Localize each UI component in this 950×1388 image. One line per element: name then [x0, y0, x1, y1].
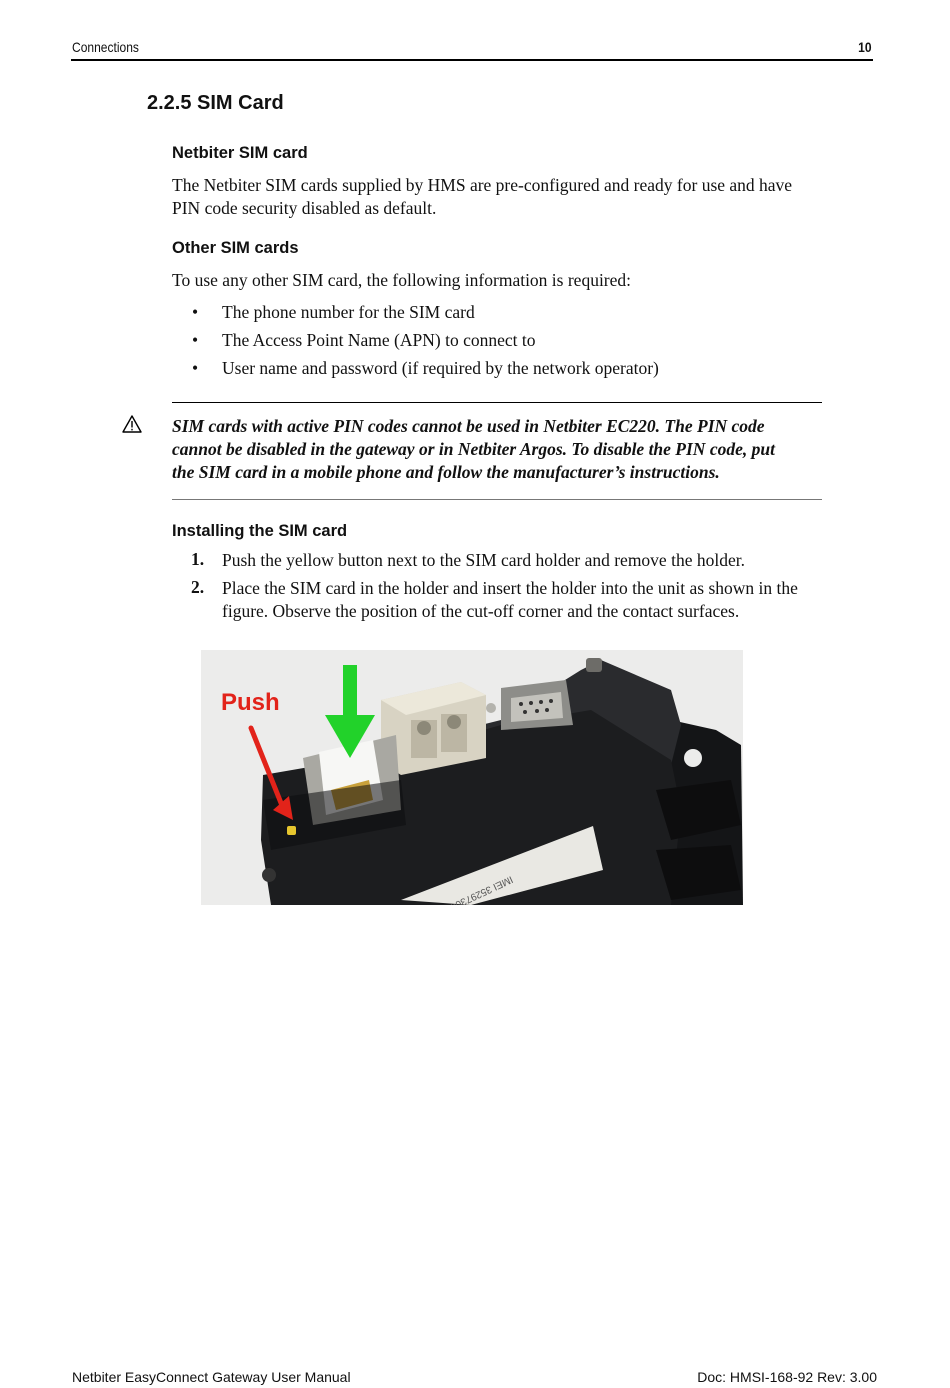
subheading-other-sim: Other SIM cards — [172, 239, 299, 257]
list-item: The Access Point Name (APN) to connect to — [222, 330, 536, 350]
step-number: 1. — [191, 549, 205, 569]
header-rule — [71, 59, 873, 61]
step-text: figure. Observe the position of the cut-off corner and the contact surfaces. — [222, 601, 740, 621]
device-illustration — [201, 650, 743, 905]
paragraph-netbiter-sim-line-2: PIN code security disabled as default. — [172, 198, 437, 218]
bullet-marker: • — [192, 358, 199, 378]
list-item: The phone number for the SIM card — [222, 302, 475, 322]
page-number: 10 — [858, 39, 872, 55]
subheading-installing-sim: Installing the SIM card — [172, 522, 348, 540]
warning-text — [172, 415, 832, 484]
subheading-netbiter-sim: Netbiter SIM card — [172, 144, 308, 162]
warning-rule-top — [172, 402, 822, 403]
step-number: 2. — [191, 577, 205, 597]
bullet-marker: • — [192, 330, 199, 350]
warning-line-1: SIM cards with active PIN codes cannot be used in Netbiter EC220. The PIN code — [172, 416, 765, 436]
step-text: Place the SIM card in the holder and insert the holder into the unit as shown in the — [222, 578, 798, 598]
warning-triangle-icon — [122, 415, 142, 433]
bullet-marker: • — [192, 302, 199, 322]
header-section-name: Connections — [72, 39, 139, 55]
paragraph-other-sim-intro: To use any other SIM card, the following information is required: — [172, 270, 632, 290]
step-text: Push the yellow button next to the SIM card holder and remove the holder. — [222, 550, 745, 570]
push-label: Push — [221, 689, 280, 716]
list-item: User name and password (if required by the network operator) — [222, 358, 659, 378]
warning-line-3: the SIM card in a mobile phone and follow the manufacturer’s instructions. — [172, 462, 720, 482]
warning-line-2: cannot be disabled in the gateway or in Netbiter Argos. To disable the PIN code, put — [172, 439, 775, 459]
warning-rule-bottom — [172, 499, 822, 500]
section-title: 2.2.5 SIM Card — [147, 92, 284, 114]
sim-install-photo — [201, 650, 743, 905]
footer-doc-revision: Doc: HMSI-168-92 Rev: 3.00 — [697, 1369, 877, 1385]
footer-manual-title: Netbiter EasyConnect Gateway User Manual — [72, 1369, 351, 1385]
paragraph-netbiter-sim-line-1: The Netbiter SIM cards supplied by HMS are pre-configured and ready for use and have — [172, 175, 793, 195]
